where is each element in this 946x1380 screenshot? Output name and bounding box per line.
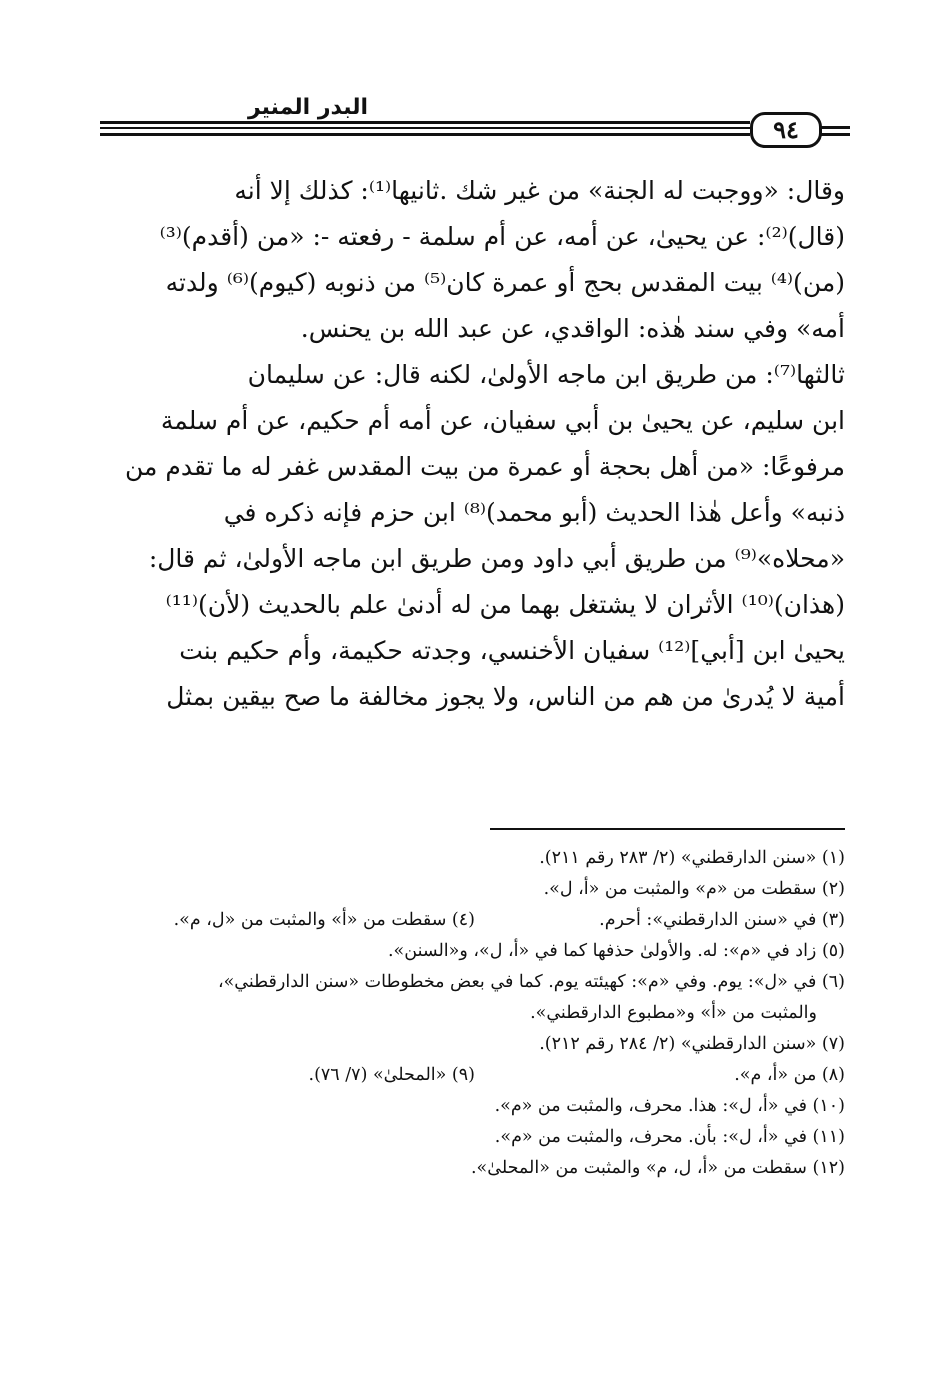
running-title: البدر المنير	[247, 95, 368, 120]
text-line: ثالثها⁽⁷⁾: من طريق ابن ماجه الأولىٰ، لكنه قال: عن سليمان	[247, 360, 845, 389]
footnote	[100, 967, 845, 998]
footnote	[100, 1122, 845, 1153]
footnote-text: (٤) سقطت من «أ» والمثبت من «ل، م».	[173, 910, 475, 930]
footnote-text: (٧) «سنن الدارقطني» (٢/ ٢٨٤ رقم ٢١٢).	[539, 1034, 845, 1054]
footnote-text: (٣) في «سنن الدارقطني»: أحرم.	[599, 910, 845, 930]
footnote	[100, 905, 845, 936]
footnote-text: (١٢) سقطت من «أ، ل، م» والمثبت من «المحلىٰ».	[470, 1158, 845, 1178]
footnote	[100, 1153, 845, 1184]
footnote-text: (٥) زاد في «م»: له. والأولىٰ حذفها كما في «أ، ل»، و«السنن».	[387, 941, 845, 961]
header-rule	[820, 126, 850, 129]
footnote-text: (٩) «المحلىٰ» (٧/ ٧٦).	[308, 1065, 475, 1085]
header-rule	[820, 133, 850, 136]
footnote-text: (٨) من «أ، م».	[734, 1065, 845, 1085]
text-line: ابن سليم، عن يحيىٰ بن أبي سفيان، عن أمه أم حكيم، عن أم سلمة	[160, 406, 845, 435]
footnote	[100, 936, 845, 967]
main-text	[100, 168, 845, 720]
text-line: أمه» وفي سند هٰذه: الواقدي، عن عبد الله بن يحنس.	[300, 314, 845, 343]
page-header	[100, 95, 850, 155]
footnote-text: (٦) في «ل»: يوم. وفي «م»: كهيئته يوم. كما في بعض مخطوطات «سنن الدارقطني»،	[217, 972, 845, 992]
text-line: (هذان)⁽¹⁰⁾ الأثران لا يشتغل بهما من له أدنىٰ علم بالحديث (لأن)⁽¹¹⁾	[165, 590, 845, 619]
footnote	[100, 843, 845, 874]
text-line: (قال)⁽²⁾: عن يحيىٰ، عن أمه، عن أم سلمة - رفعته -: «من (أقدم)⁽³⁾	[159, 222, 845, 251]
text-line: مرفوعًا: «من أهل بحجة أو عمرة من بيت المقدس غفر له ما تقدم من	[125, 452, 845, 481]
header-rule	[100, 121, 750, 124]
footnote-text: (١١) في «أ، ل»: بأن. محرف، والمثبت من «م».	[494, 1127, 845, 1147]
footnote-text: (٢) سقطت من «م» والمثبت من «أ، ل».	[543, 879, 845, 899]
footnote-continuation	[100, 998, 845, 1029]
header-rule	[100, 133, 750, 136]
text-line: (من)⁽⁴⁾ بيت المقدس بحج أو عمرة كان⁽⁵⁾ من ذنوبه (كيوم)⁽⁶⁾ ولدته	[165, 268, 845, 297]
footnote	[100, 1029, 845, 1060]
footnote	[100, 874, 845, 905]
text-line: وقال: «ووجبت له الجنة» من غير شك .ثانيها⁽¹⁾: كذلك إلا أنه	[234, 176, 845, 205]
page-number: ٩٤	[750, 112, 822, 148]
header-rule	[100, 127, 750, 129]
text-line: أمية لا يُدرىٰ من هم من الناس، ولا يجوز مخالفة ما صح بيقين بمثل	[166, 682, 845, 711]
footnotes	[100, 843, 845, 1184]
footnote-divider	[490, 828, 845, 830]
footnote-text: والمثبت من «أ» و«مطبوع الدارقطني».	[530, 1003, 817, 1023]
text-line: يحيىٰ ابن [أبي]⁽¹²⁾ سفيان الأخنسي، وجدته حكيمة، وأم حكيم بنت	[179, 636, 845, 665]
footnote	[100, 1060, 845, 1091]
footnote	[100, 1091, 845, 1122]
text-line: ذنبه» وأعل هٰذا الحديث (أبو محمد)⁽⁸⁾ ابن حزم فإنه ذكره في	[223, 498, 845, 527]
text-line: «محلاه»⁽⁹⁾ من طريق أبي داود ومن طريق ابن ماجه الأولىٰ، ثم قال:	[148, 544, 845, 573]
footnote-text: (١) «سنن الدارقطني» (٢/ ٢٨٣ رقم ٢١١).	[539, 848, 845, 868]
footnote-text: (١٠) في «أ، ل»: هذا. محرف، والمثبت من «م».	[494, 1096, 845, 1116]
